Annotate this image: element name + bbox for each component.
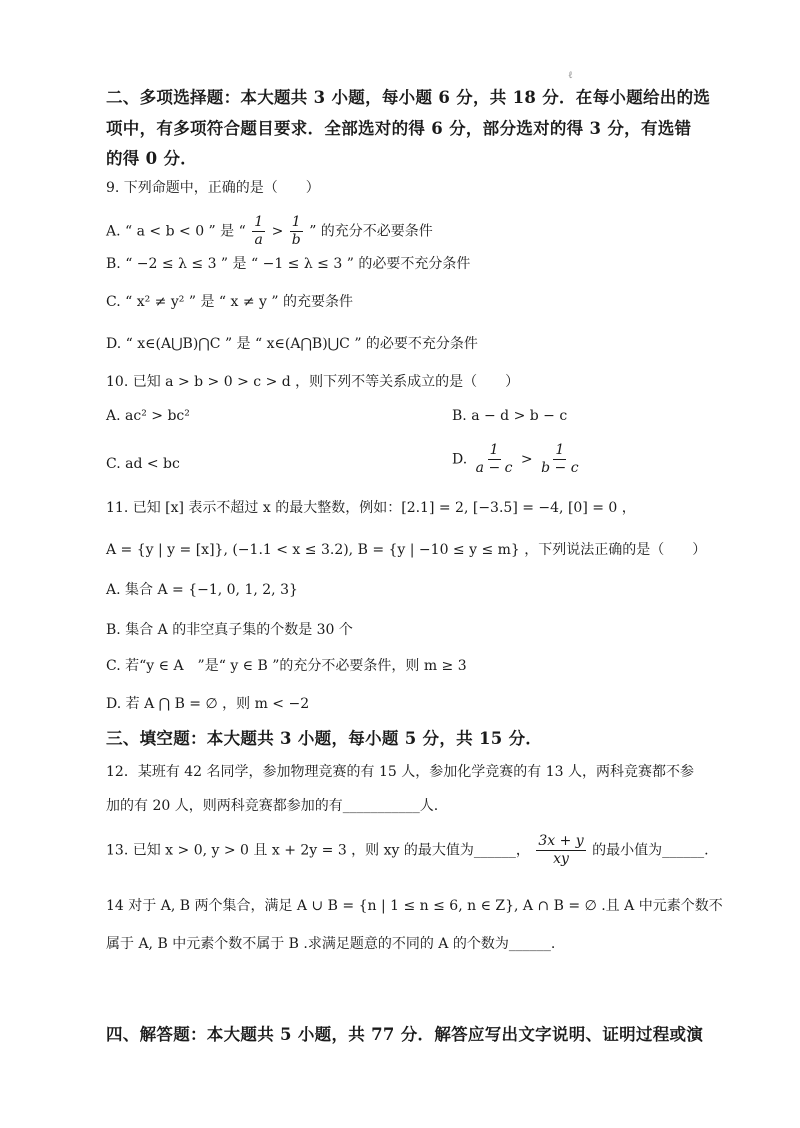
fraction-denominator: b − c bbox=[541, 460, 579, 476]
fraction-denominator: b bbox=[291, 232, 301, 248]
q10-d-fraction-1 bbox=[474, 442, 515, 477]
q11-line1: 11. 已知 [x] 表示不超过 x 的最大整数，例如：[2.1] = 2, [−3.5] = −4, [0] = 0 ， bbox=[106, 500, 636, 516]
q10-option-b: B. a − d > b − c bbox=[452, 408, 568, 424]
fraction-numerator: 1 bbox=[489, 442, 499, 458]
q10-stem: 10. 已知 a > b > 0 > c > d ，则下列不等关系成立的是（ ） bbox=[106, 374, 520, 390]
q10-d-fraction-2 bbox=[539, 442, 580, 477]
fraction-denominator: a bbox=[254, 232, 263, 248]
q9-option-a bbox=[106, 214, 433, 249]
q10-d-gt: > bbox=[520, 451, 533, 468]
section2-heading-line1: 二、多项选择题：本大题共 3 小题，每小题 6 分，共 18 分．在每小题给出的选 bbox=[106, 88, 711, 107]
section2-heading-line3: 的得 0 分． bbox=[106, 149, 198, 168]
q9-a-fraction-2 bbox=[290, 214, 303, 249]
q13-prefix: 13. 已知 x > 0, y > 0 且 x + 2y = 3 ，则 xy 的最大值为______， bbox=[106, 842, 530, 859]
fraction-numerator: 1 bbox=[291, 214, 301, 230]
fraction-numerator: 1 bbox=[254, 214, 264, 230]
q9-option-c: C. “ x² ≠ y² ” 是 “ x ≠ y ” 的充要条件 bbox=[106, 294, 353, 310]
q10-option-a: A. ac² > bc² bbox=[106, 408, 190, 424]
section4-heading: 四、解答题：本大题共 5 小题，共 77 分．解答应写出文字说明、证明过程或演 bbox=[106, 1025, 704, 1044]
q10-option-d bbox=[452, 442, 583, 477]
q11-option-b: B. 集合 A 的非空真子集的个数是 30 个 bbox=[106, 622, 353, 638]
section2-heading-line2: 项中，有多项符合题目要求．全部选对的得 6 分，部分选对的得 3 分，有选错 bbox=[106, 119, 692, 138]
fraction-numerator: 1 bbox=[555, 442, 565, 458]
q9-a-gt: > bbox=[271, 223, 284, 240]
q14-line2: 属于 A, B 中元素个数不属于 B .求满足题意的不同的 A 的个数为______. bbox=[106, 936, 556, 952]
q9-a-suffix: ” 的充分不必要条件 bbox=[309, 223, 433, 240]
q13-line bbox=[106, 833, 709, 868]
q10-d-prefix: D. bbox=[452, 451, 468, 468]
fraction-denominator: a − c bbox=[475, 460, 513, 476]
q9-option-d: D. “ x∈(A⋃B)⋂C ” 是 “ x∈(A⋂B)⋃C ” 的必要不充分条件 bbox=[106, 336, 478, 352]
section3-heading: 三、填空题：本大题共 3 小题，每小题 5 分，共 15 分． bbox=[106, 729, 543, 748]
q12-line2: 加的有 20 人，则两科竞赛都参加的有___________人. bbox=[106, 798, 439, 814]
q10-option-c: C. ad < bc bbox=[106, 456, 180, 472]
q14-line1: 14 对于 A, B 两个集合，满足 A ∪ B = {n | 1 ≤ n ≤ 6, n ∈ Z}, A ∩ B = ∅ .且 A 中元素个数不 bbox=[106, 898, 723, 914]
stray-mark: ℓ bbox=[568, 70, 573, 81]
fraction-numerator: 3x + y bbox=[538, 833, 584, 849]
q13-suffix: 的最小值为______. bbox=[592, 842, 709, 859]
q11-option-d: D. 若 A ⋂ B = ∅ ，则 m < −2 bbox=[106, 696, 310, 712]
q11-option-c: C. 若“y ∈ A ”是“ y ∈ B ”的充分不必要条件，则 m ≥ 3 bbox=[106, 658, 467, 674]
q13-fraction bbox=[536, 833, 585, 868]
q9-option-b: B. “ −2 ≤ λ ≤ 3 ” 是 “ −1 ≤ λ ≤ 3 ” 的必要不充分条件 bbox=[106, 256, 471, 272]
q9-a-prefix: A. “ a < b < 0 ” 是 “ bbox=[106, 223, 246, 240]
q9-a-fraction-1 bbox=[252, 214, 265, 249]
q9-stem: 9. 下列命题中，正确的是（ ） bbox=[106, 180, 320, 196]
fraction-denominator: xy bbox=[553, 851, 569, 867]
q11-line2: A = {y | y = [x]}, (−1.1 < x ≤ 3.2), B = {y | −10 ≤ y ≤ m} ，下列说法正确的是（ ） bbox=[106, 542, 707, 558]
q11-option-a: A. 集合 A = {−1, 0, 1, 2, 3} bbox=[106, 582, 298, 598]
q12-line1: 12．某班有 42 名同学，参加物理竞赛的有 15 人，参加化学竞赛的有 13 人，两科竞赛都不参 bbox=[106, 764, 694, 780]
